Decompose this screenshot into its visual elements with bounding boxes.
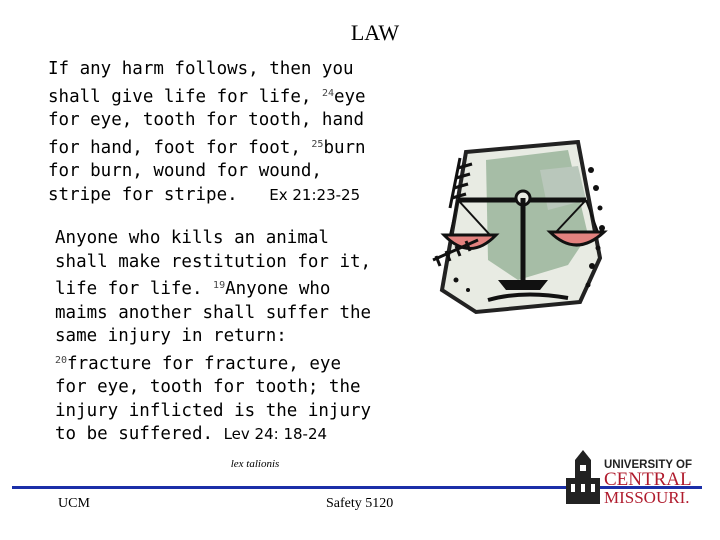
scales-of-justice-clipart (428, 140, 613, 315)
scripture-reference: Lev 24: 18-24 (223, 425, 328, 443)
footer-organization: UCM (58, 496, 90, 511)
quote-text: eye for eye, tooth for tooth, hand for hand, foot for foot, (48, 86, 366, 158)
building-tower-icon (566, 450, 600, 504)
slide-title: LAW (350, 20, 400, 45)
quote-text: If any harm follows, then you shall give life for life, (48, 59, 354, 107)
verse-number: 19 (213, 280, 226, 291)
university-logo (562, 450, 698, 508)
logo-text-line2: CENTRAL (604, 469, 692, 490)
footnote-lex-talionis: lex talionis (230, 458, 280, 470)
footer-course: Safety 5120 (326, 496, 394, 511)
logo-text-line1: UNIVERSITY OF (604, 459, 692, 471)
quote-text: Anyone who kills an animal shall make restitution for it, life for life. (55, 228, 372, 299)
leviticus-quote (55, 227, 375, 447)
logo-text-line3: MISSOURI. (604, 488, 690, 507)
quote-text: Anyone who maims another shall suffer the same injury in return: (55, 279, 372, 346)
verse-number: 20 (55, 354, 68, 366)
quote-text: burn for burn, wound for wound, stripe for stripe. (48, 137, 366, 205)
exodus-quote (48, 58, 378, 207)
quote-text: fracture for fracture, eye for eye, tooth for tooth; the injury inflicted is the injury to be suffered. (55, 353, 372, 444)
verse-number: 25 (311, 138, 324, 150)
verse-number: 24 (321, 87, 334, 99)
scripture-reference: Ex 21:23-25 (269, 185, 361, 204)
